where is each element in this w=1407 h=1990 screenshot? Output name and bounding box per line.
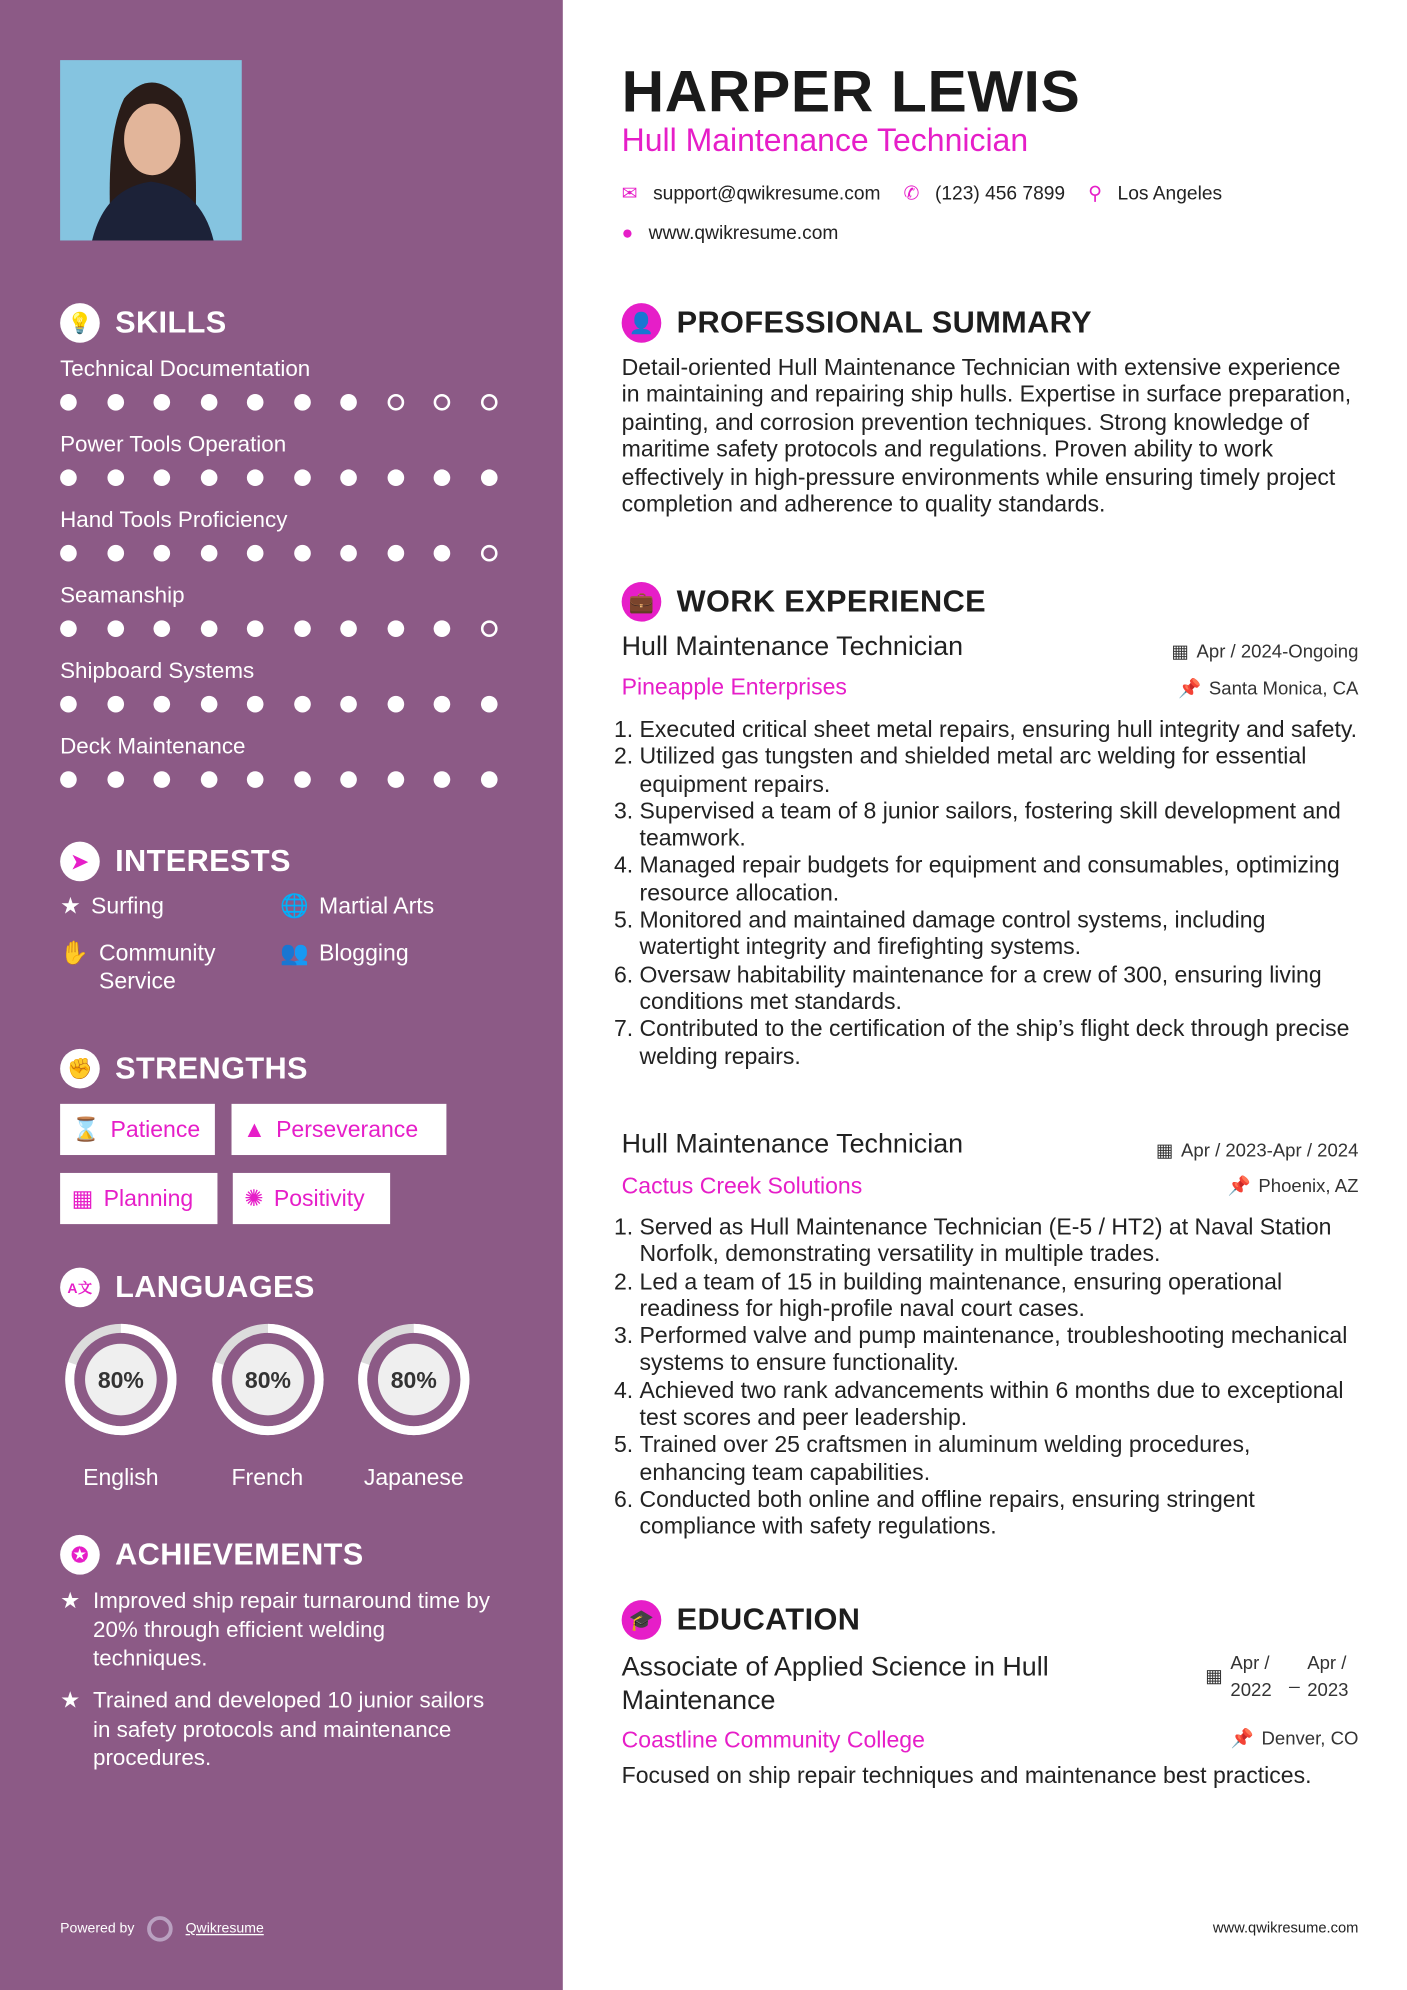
star-badge-icon: ✪ xyxy=(60,1535,100,1575)
rating-dot xyxy=(434,394,451,411)
language-item xyxy=(60,1319,182,1492)
rating-dot xyxy=(294,469,311,486)
strength-badge: ▦ Planning xyxy=(60,1173,217,1224)
job-bullet: 1. Executed critical sheet metal repairs, ensuring hull integrity and safety. xyxy=(640,716,1363,743)
envelope-icon: ✉ xyxy=(621,182,638,205)
pin-icon: 📌 xyxy=(1230,1729,1254,1750)
skill-rating xyxy=(60,469,497,486)
company-name: Pineapple Enterprises xyxy=(621,674,847,700)
sidebar xyxy=(0,0,563,1990)
achievement-item: ★ Trained and developed 10 junior sailors in safety protocols and maintenance procedures. xyxy=(60,1687,485,1771)
rating-dot xyxy=(480,620,497,637)
language-progress-ring xyxy=(60,1319,182,1441)
paper-plane-icon: ➤ xyxy=(60,842,100,882)
rating-dot xyxy=(387,620,404,637)
edu-location: 📌 Denver, CO xyxy=(1230,1728,1359,1750)
achievement-item: ★ Improved ship repair turnaround time by 20% through efficient welding techniques. xyxy=(60,1587,490,1671)
job-bullet: 4. Achieved two rank advancements within 6 months due to exceptional test scores and peer leadership. xyxy=(640,1377,1363,1431)
rating-dot xyxy=(340,394,357,411)
company-name: Cactus Creek Solutions xyxy=(621,1172,863,1199)
rating-dot xyxy=(340,696,357,713)
rating-dot xyxy=(60,469,77,486)
rating-dot xyxy=(107,771,124,788)
rating-dot xyxy=(294,620,311,637)
road-icon: ▲ xyxy=(243,1116,266,1142)
skill-name: Seamanship xyxy=(60,581,185,608)
rating-dot xyxy=(60,545,77,562)
rating-dot xyxy=(60,696,77,713)
website-link[interactable]: www.qwikresume.com xyxy=(648,222,839,245)
strengths-heading: ✊ STRENGTHS xyxy=(60,1049,308,1089)
skill-rating xyxy=(60,620,497,637)
strength-badge: ▲ Perseverance xyxy=(232,1104,447,1155)
job-bullet: 1. Served as Hull Maintenance Technician (E-5 / HT2) at Naval Station Norfolk, demonstrating versatility in multiple trades. xyxy=(640,1214,1363,1268)
degree: Associate of Applied Science in Hull Maintenance xyxy=(621,1652,1049,1716)
calendar-icon: ▦ xyxy=(1205,1666,1223,1688)
job-bullet: 6. Oversaw habitability maintenance for a crew of 300, ensuring living conditions met standards. xyxy=(640,961,1363,1015)
email-link[interactable]: support@qwikresume.com xyxy=(653,182,881,205)
qwikresume-logo-icon xyxy=(147,1916,173,1942)
summary-heading: 👤 PROFESSIONAL SUMMARY xyxy=(622,303,1092,343)
school-name: Coastline Community College xyxy=(621,1726,925,1753)
skill-name: Technical Documentation xyxy=(60,355,311,382)
rating-dot xyxy=(60,394,77,411)
interest-item: 🌐 Martial Arts xyxy=(280,892,435,919)
rating-dot xyxy=(247,545,264,562)
job-location: 📌 Phoenix, AZ xyxy=(1227,1176,1359,1198)
rating-dot xyxy=(340,469,357,486)
job-title: Hull Maintenance Technician xyxy=(621,1129,964,1159)
skill-rating xyxy=(60,696,497,713)
skills-heading: 💡 SKILLS xyxy=(60,303,226,343)
skill-name: Deck Maintenance xyxy=(60,732,246,759)
user-icon: 👤 xyxy=(622,303,662,343)
language-percent: 80% xyxy=(97,1366,144,1393)
rating-dot xyxy=(387,545,404,562)
achievements-heading: ✪ ACHIEVEMENTS xyxy=(60,1535,364,1575)
strength-badge: ✺ Positivity xyxy=(233,1173,390,1224)
rating-dot xyxy=(340,620,357,637)
rating-dot xyxy=(387,394,404,411)
calendar-icon: ▦ xyxy=(1155,1140,1174,1162)
languages-heading: A文 LANGUAGES xyxy=(60,1268,315,1308)
star-icon: ★ xyxy=(60,1687,81,1713)
interests-heading: ➤ INTERESTS xyxy=(60,842,291,882)
language-percent: 80% xyxy=(244,1366,291,1393)
education-heading: 🎓 EDUCATION xyxy=(622,1600,861,1640)
calendar-icon: ▦ xyxy=(1171,642,1189,663)
rating-dot xyxy=(294,696,311,713)
globe-icon: ● xyxy=(621,222,634,245)
rating-dot xyxy=(247,771,264,788)
users-icon: 👥 xyxy=(280,940,309,966)
rating-dot xyxy=(107,696,124,713)
edu-dates: ▦ Apr / 2022 _ Apr / 2023 xyxy=(1205,1653,1349,1701)
candidate-name: HARPER LEWIS xyxy=(621,57,1081,125)
job-title: Hull Maintenance Technician xyxy=(621,122,1029,159)
rating-dot xyxy=(480,696,497,713)
skill-rating xyxy=(60,771,497,788)
powered-by: Powered by Qwikresume xyxy=(60,1916,264,1942)
rating-dot xyxy=(247,469,264,486)
rating-dot xyxy=(200,469,217,486)
rating-dot xyxy=(153,620,170,637)
language-item xyxy=(207,1319,329,1492)
star-icon: ★ xyxy=(60,892,81,919)
job-bullet: 6. Conducted both online and offline repairs, ensuring stringent compliance with safety regulations. xyxy=(640,1486,1363,1540)
rating-dot xyxy=(107,545,124,562)
rating-dot xyxy=(247,620,264,637)
rating-dot xyxy=(434,620,451,637)
job-bullet: 3. Performed valve and pump maintenance, troubleshooting mechanical systems to ensure functionality. xyxy=(640,1323,1363,1377)
graduation-icon: 🎓 xyxy=(622,1600,662,1640)
skill-rating xyxy=(60,545,497,562)
strength-badge: ⌛ Patience xyxy=(60,1104,215,1155)
contact-row: ✉ support@qwikresume.com ✆ (123) 456 7899 ⚲ Los Angeles xyxy=(621,182,1223,205)
fist-icon: ✊ xyxy=(60,1049,100,1089)
job-dates: ▦ Apr / 2024-Ongoing xyxy=(1171,642,1359,663)
language-progress-ring xyxy=(353,1319,475,1441)
rating-dot xyxy=(153,696,170,713)
rating-dot xyxy=(387,771,404,788)
language-percent: 80% xyxy=(390,1366,437,1393)
interest-item: ★ Surfing xyxy=(60,892,164,919)
job-bullet: 3. Supervised a team of 8 junior sailors, fostering skill development and teamwork. xyxy=(640,798,1363,852)
skill-name: Shipboard Systems xyxy=(60,657,255,684)
experience-heading: 💼 WORK EXPERIENCE xyxy=(622,582,986,622)
lightbulb-icon: 💡 xyxy=(60,303,100,343)
rating-dot xyxy=(480,545,497,562)
rating-dot xyxy=(153,469,170,486)
job-title: Hull Maintenance Technician xyxy=(621,631,964,662)
rating-dot xyxy=(107,469,124,486)
rating-dot xyxy=(153,771,170,788)
brand-link[interactable]: Qwikresume xyxy=(185,1921,264,1937)
rating-dot xyxy=(107,394,124,411)
rating-dot xyxy=(434,545,451,562)
pin-icon: 📌 xyxy=(1227,1176,1251,1198)
job-bullet: 2. Utilized gas tungsten and shielded metal arc welding for essential equipment repairs. xyxy=(640,744,1363,798)
rating-dot xyxy=(60,771,77,788)
rating-dot xyxy=(294,771,311,788)
rating-dot xyxy=(480,469,497,486)
skill-rating xyxy=(60,394,497,411)
job-bullet: 2. Led a team of 15 in building maintenance, ensuring operational readiness for high-profile naval court cases. xyxy=(640,1268,1363,1322)
job-location: 📌 Santa Monica, CA xyxy=(1178,678,1359,700)
interest-item: 👥 Blogging xyxy=(280,940,409,966)
star-icon: ★ xyxy=(60,1587,81,1613)
rating-dot xyxy=(387,469,404,486)
skill-name: Power Tools Operation xyxy=(60,431,287,457)
job-bullet: 5. Trained over 25 craftsmen in aluminum welding procedures, enhancing team capabilities. xyxy=(640,1432,1363,1486)
rating-dot xyxy=(434,696,451,713)
rating-dot xyxy=(294,394,311,411)
hourglass-icon: ⌛ xyxy=(71,1116,101,1142)
sun-icon: ✺ xyxy=(244,1185,264,1211)
rating-dot xyxy=(200,696,217,713)
job-bullet: 4. Managed repair budgets for equipment and consumables, optimizing resource allocation. xyxy=(640,853,1363,907)
rating-dot xyxy=(340,771,357,788)
rating-dot xyxy=(153,394,170,411)
globe-icon: 🌐 xyxy=(280,892,309,919)
summary-text: Detail-oriented Hull Maintenance Technician with extensive experience in maintaining and repairing ship hulls. Expertise in surface preparation, painting, and corrosion prevention techniques. Strong knowledge of maritime safety protocols and regulations. Proven ability to work effectively in high-pressure environments while ensuring timely project completion and adherence to quality standards. xyxy=(621,354,1352,517)
rating-dot xyxy=(107,620,124,637)
language-name: French xyxy=(231,1464,304,1491)
rating-dot xyxy=(294,545,311,562)
rating-dot xyxy=(434,469,451,486)
rating-dot xyxy=(60,620,77,637)
footer-website[interactable]: www.qwikresume.com xyxy=(1212,1921,1359,1937)
language-item xyxy=(353,1319,475,1492)
job-bullet: 7. Contributed to the certification of the ship’s flight deck through precise welding repairs. xyxy=(640,1016,1363,1070)
pin-icon: 📌 xyxy=(1178,679,1202,700)
edu-description: Focused on ship repair techniques and maintenance best practices. xyxy=(621,1762,1312,1789)
interest-item: ✋ Community Service xyxy=(60,940,216,994)
briefcase-icon: 💼 xyxy=(622,582,662,622)
rating-dot xyxy=(200,394,217,411)
rating-dot xyxy=(387,696,404,713)
calendar-icon: ▦ xyxy=(71,1185,94,1211)
rating-dot xyxy=(340,545,357,562)
rating-dot xyxy=(153,545,170,562)
map-pin-icon: ⚲ xyxy=(1088,182,1103,205)
website-row xyxy=(622,223,839,245)
language-name: English xyxy=(83,1464,159,1491)
rating-dot xyxy=(247,696,264,713)
profile-photo xyxy=(60,60,242,240)
job-bullets xyxy=(640,1214,1363,1541)
hand-icon: ✋ xyxy=(60,940,89,966)
job-bullets xyxy=(640,716,1363,1070)
job-bullet: 5. Monitored and maintained damage control systems, including watertight integrity and firefighting systems. xyxy=(640,907,1363,961)
rating-dot xyxy=(434,771,451,788)
rating-dot xyxy=(480,771,497,788)
skill-name: Hand Tools Proficiency xyxy=(60,506,288,533)
job-dates: ▦ Apr / 2023-Apr / 2024 xyxy=(1155,1140,1359,1162)
language-name: Japanese xyxy=(363,1464,464,1491)
rating-dot xyxy=(200,771,217,788)
language-progress-ring xyxy=(207,1319,329,1441)
rating-dot xyxy=(200,620,217,637)
translate-icon: A文 xyxy=(60,1268,100,1308)
phone-icon: ✆ xyxy=(903,182,920,205)
rating-dot xyxy=(200,545,217,562)
rating-dot xyxy=(247,394,264,411)
rating-dot xyxy=(480,394,497,411)
